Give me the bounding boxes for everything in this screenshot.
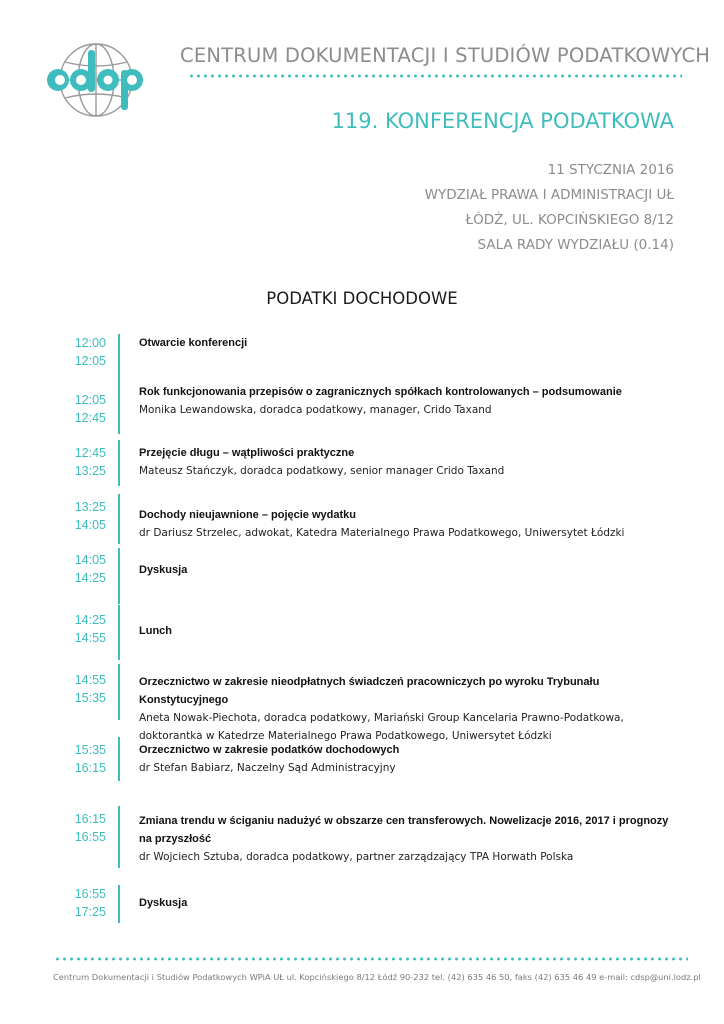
timeline-bar [118, 334, 120, 374]
session-title: Dyskusja [139, 564, 188, 576]
start-time: 14:05 [74, 553, 106, 567]
time-range [60, 391, 106, 427]
end-time: 13:25 [74, 464, 106, 478]
time-range [60, 551, 106, 587]
session-title: Zmiana trendu w ściganiu nadużyć w obszarze cen transferowych. Nowelizacje 2016, 2017 i prognozy na przyszłość [139, 815, 669, 845]
time-range [60, 810, 106, 846]
session-speaker: dr Wojciech Sztuba, doradca podatkowy, partner zarządzający TPA Horwath Polska [139, 851, 574, 863]
session-content [139, 334, 679, 352]
session-speaker: Mateusz Stańczyk, doradca podatkowy, senior manager Crido Taxand [139, 465, 505, 477]
end-time: 15:35 [74, 691, 106, 705]
end-time: 12:05 [74, 354, 106, 368]
start-time: 12:00 [74, 336, 106, 350]
section-title: PODATKI DOCHODOWE [266, 289, 458, 308]
time-range [60, 334, 106, 370]
session-title: Lunch [139, 625, 172, 637]
session-content [139, 506, 679, 542]
session-title: Otwarcie konferencji [139, 337, 248, 349]
footer-contact: Centrum Dokumentacji i Studiów Podatkowych WPiA UŁ ul. Kopcińskiego 8/12 Łódź 90-232 tel. (42) 635 46 50, faks (42) 635 46 49 e-mail: cdsp@uni.lodz.pl [53, 972, 701, 982]
cdsp-logo [46, 40, 146, 120]
conference-faculty: WYDZIAŁ PRAWA I ADMINISTRACJI UŁ [424, 187, 674, 203]
session-title: Orzecznictwo w zakresie podatków dochodowych [139, 744, 400, 756]
conference-address: ŁÓDŹ, UL. KOPCIŃSKIEGO 8/12 [465, 212, 674, 228]
session-content [139, 444, 679, 480]
start-time: 14:25 [74, 613, 106, 627]
session-title: Przejęcie długu – wątpliwości praktyczne [139, 447, 355, 459]
timeline-bar [118, 806, 120, 868]
conference-room: SALA RADY WYDZIAŁU (0.14) [477, 237, 674, 253]
timeline-bar [118, 605, 120, 660]
end-time: 14:25 [74, 571, 106, 585]
session-content [139, 673, 679, 745]
footer-divider [54, 957, 688, 961]
session-content [139, 894, 679, 912]
end-time: 16:55 [74, 830, 106, 844]
time-range [60, 611, 106, 647]
session-speaker-affiliation: doktorantka w Katedrze Materialnego Prawa Podatkowego, Uniwersytet Łódzki [139, 730, 552, 742]
timeline-bar [118, 737, 120, 781]
session-speaker: dr Stefan Babiarz, Naczelny Sąd Administracyjny [139, 762, 396, 774]
session-speaker: Aneta Nowak-Piechota, doradca podatkowy, Mariański Group Kancelaria Prawno-Podatkowa, [139, 712, 624, 724]
start-time: 15:35 [74, 743, 106, 757]
end-time: 16:15 [74, 761, 106, 775]
conference-details [425, 158, 674, 258]
session-content [139, 561, 679, 579]
end-time: 14:05 [74, 518, 106, 532]
timeline-bar [118, 548, 120, 604]
end-time: 17:25 [74, 905, 106, 919]
start-time: 12:45 [74, 446, 106, 460]
start-time: 12:05 [74, 393, 106, 407]
session-title: Dyskusja [139, 897, 188, 909]
session-title: Orzecznictwo w zakresie nieodpłatnych świadczeń pracowniczych po wyroku Trybunału Konstytucyjnego [139, 676, 600, 706]
timeline-bar [118, 440, 120, 486]
organization-name: CENTRUM DOKUMENTACJI I STUDIÓW PODATKOWYCH [180, 44, 711, 67]
timeline-bar [118, 372, 120, 434]
end-time: 12:45 [74, 411, 106, 425]
session-title: Rok funkcjonowania przepisów o zagranicznych spółkach kontrolowanych – podsumowanie [139, 386, 622, 398]
time-range [60, 671, 106, 707]
time-range [60, 885, 106, 921]
time-range [60, 498, 106, 534]
header-divider [188, 74, 682, 78]
conference-title: 119. KONFERENCJA PODATKOWA [331, 109, 674, 133]
time-range [60, 741, 106, 777]
session-speaker: dr Dariusz Strzelec, adwokat, Katedra Materialnego Prawa Podatkowego, Uniwersytet Łódzki [139, 527, 625, 539]
start-time: 16:55 [74, 887, 106, 901]
session-speaker: Monika Lewandowska, doradca podatkowy, manager, Crido Taxand [139, 404, 492, 416]
end-time: 14:55 [74, 631, 106, 645]
timeline-bar [118, 885, 120, 923]
session-content [139, 741, 679, 777]
timeline-bar [118, 664, 120, 720]
conference-date: 11 STYCZNIA 2016 [547, 162, 674, 178]
start-time: 13:25 [74, 500, 106, 514]
timeline-bar [118, 494, 120, 544]
start-time: 16:15 [74, 812, 106, 826]
session-content [139, 383, 679, 419]
session-title: Dochody nieujawnione – pojęcie wydatku [139, 509, 356, 521]
time-range [60, 444, 106, 480]
session-content [139, 622, 679, 640]
session-content [139, 812, 669, 866]
start-time: 14:55 [74, 673, 106, 687]
